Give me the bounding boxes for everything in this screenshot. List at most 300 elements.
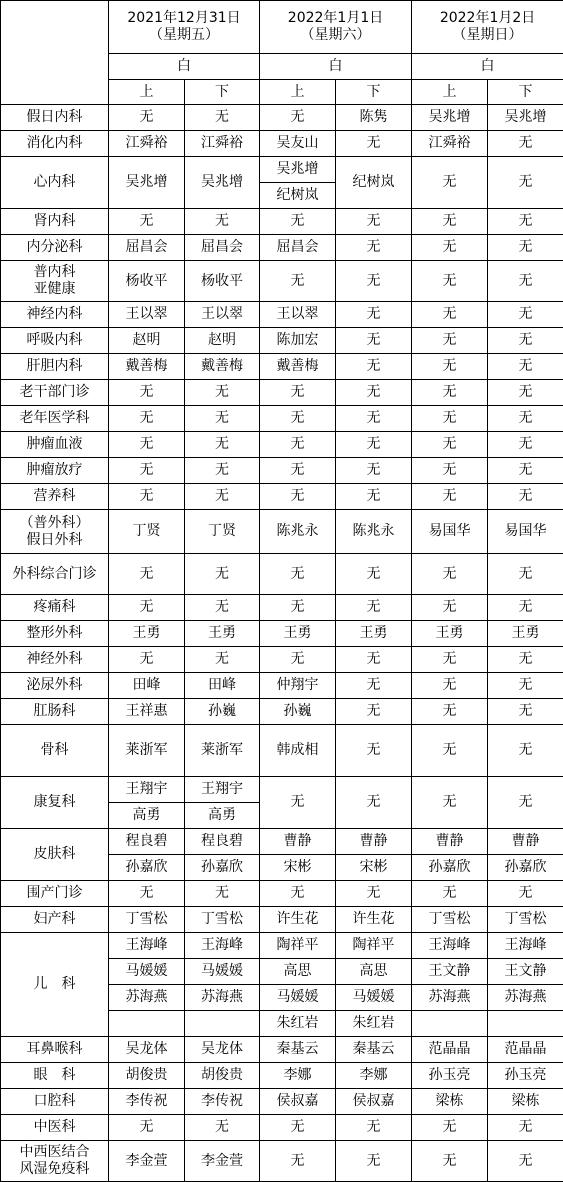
doctor-cell: 王海峰 (488, 933, 563, 959)
department-name: 围产门诊 (1, 881, 109, 907)
schedule-row (1, 354, 563, 380)
doctor-cell: 丁贤 (109, 510, 185, 554)
doctor-cell: 无 (336, 699, 412, 725)
doctor-cell: 无 (185, 484, 260, 510)
doctor-cell: 李金萱 (109, 1141, 185, 1182)
doctor-cell: 无 (336, 777, 412, 829)
doctor-cell: 吴兆增 (185, 157, 260, 209)
doctor-cell: 无 (260, 554, 336, 595)
department-name: 中医科 (1, 1115, 109, 1141)
date-text: 2021年12月31日 (127, 10, 240, 26)
doctor-cell: 无 (185, 1115, 260, 1141)
department-name: 老干部门诊 (1, 380, 109, 406)
doctor-cell: 王海峰 (412, 933, 488, 959)
department-name: 普内科 亚健康 (1, 261, 109, 302)
doctor-cell: 高勇 (109, 803, 185, 829)
doctor-cell: 吴兆增 (412, 105, 488, 131)
doctor-cell: 苏海燕 (185, 985, 260, 1011)
date-header-row (1, 1, 563, 54)
schedule-row (1, 829, 563, 855)
doctor-cell: 无 (260, 1115, 336, 1141)
doctor-cell: 无 (109, 406, 185, 432)
department-name: 儿 科 (1, 933, 109, 1037)
doctor-cell: 无 (336, 235, 412, 261)
date-text: 2022年1月1日 (288, 10, 383, 26)
doctor-cell: 陈隽 (336, 105, 412, 131)
doctor-cell: 无 (185, 432, 260, 458)
doctor-cell: 无 (488, 328, 563, 354)
doctor-cell: 孙巍 (260, 699, 336, 725)
doctor-cell: 无 (336, 595, 412, 621)
department-name: 假日内科 (1, 105, 109, 131)
doctor-cell: 屈昌会 (109, 235, 185, 261)
doctor-cell: 无 (336, 406, 412, 432)
doctor-cell: 王勇 (336, 621, 412, 647)
doctor-cell: 王以翠 (185, 302, 260, 328)
doctor-cell: 许生花 (260, 907, 336, 933)
doctor-cell: 杨收平 (185, 261, 260, 302)
doctor-cell: 孙嘉欣 (412, 855, 488, 881)
doctor-cell: 无 (412, 328, 488, 354)
doctor-cell: 陈兆永 (260, 510, 336, 554)
doctor-cell: 无 (488, 458, 563, 484)
doctor-cell: 无 (336, 647, 412, 673)
morning-label: 上 (109, 80, 185, 105)
schedule-row (1, 1089, 563, 1115)
doctor-cell: 苏海燕 (109, 985, 185, 1011)
weekday-text: （星期五） (149, 27, 219, 43)
doctor-cell: 陈加宏 (260, 328, 336, 354)
doctor-cell: 无 (336, 554, 412, 595)
department-name: 耳鼻喉科 (1, 1037, 109, 1063)
doctor-cell: 无 (412, 881, 488, 907)
doctor-cell: 无 (488, 157, 563, 209)
doctor-cell: 无 (488, 725, 563, 777)
doctor-cell: 无 (488, 131, 563, 157)
doctor-cell: 吴龙体 (185, 1037, 260, 1063)
doctor-cell: 马媛媛 (336, 985, 412, 1011)
doctor-cell: 朱红岩 (260, 1011, 336, 1037)
department-name: 中西医结合 风湿免疫科 (1, 1141, 109, 1182)
doctor-cell: 马媛媛 (185, 959, 260, 985)
department-name: 肛肠科 (1, 699, 109, 725)
doctor-cell: 戴善梅 (185, 354, 260, 380)
schedule-row (1, 328, 563, 354)
doctor-cell: 无 (260, 484, 336, 510)
schedule-row (1, 933, 563, 959)
doctor-cell: 程良碧 (185, 829, 260, 855)
doctor-cell: 无 (336, 1141, 412, 1182)
weekday-text: （星期日） (453, 27, 523, 43)
doctor-cell: 无 (185, 406, 260, 432)
morning-label: 上 (260, 80, 336, 105)
schedule-row (1, 1037, 563, 1063)
schedule-row (1, 1141, 563, 1182)
doctor-cell: 无 (336, 354, 412, 380)
doctor-cell: 易国华 (412, 510, 488, 554)
doctor-cell: 无 (109, 432, 185, 458)
doctor-cell: 易国华 (488, 510, 563, 554)
doctor-cell: 无 (109, 881, 185, 907)
doctor-cell: 无 (412, 209, 488, 235)
doctor-cell: 江舜裕 (185, 131, 260, 157)
doctor-cell: 纪树岚 (336, 157, 412, 209)
morning-label: 上 (412, 80, 488, 105)
doctor-cell: 无 (488, 673, 563, 699)
department-name: 骨科 (1, 725, 109, 777)
schedule-row (1, 699, 563, 725)
doctor-cell: 纪树岚 (260, 183, 336, 209)
doctor-cell: 胡俊贵 (185, 1063, 260, 1089)
doctor-cell: 无 (488, 261, 563, 302)
doctor-cell: 无 (260, 777, 336, 829)
schedule-row (1, 725, 563, 777)
doctor-cell: 范晶晶 (412, 1037, 488, 1063)
doctor-cell (488, 1011, 563, 1037)
doctor-cell: 无 (260, 380, 336, 406)
date-header-1 (109, 1, 260, 54)
doctor-cell: 无 (412, 458, 488, 484)
department-name: 康复科 (1, 777, 109, 829)
doctor-cell: 无 (412, 484, 488, 510)
doctor-cell: 无 (185, 458, 260, 484)
doctor-cell: 苏海燕 (412, 985, 488, 1011)
doctor-cell: 无 (412, 235, 488, 261)
doctor-cell: 宋彬 (336, 855, 412, 881)
schedule-row (1, 1115, 563, 1141)
doctor-cell: 无 (412, 380, 488, 406)
schedule-row (1, 380, 563, 406)
doctor-cell: 无 (109, 458, 185, 484)
department-name: 整形外科 (1, 621, 109, 647)
doctor-cell: 无 (260, 406, 336, 432)
doctor-cell: 王翔宇 (109, 777, 185, 803)
schedule-row (1, 131, 563, 157)
doctor-cell: 范晶晶 (488, 1037, 563, 1063)
doctor-cell: 苏海燕 (488, 985, 563, 1011)
doctor-cell: 曹静 (488, 829, 563, 855)
doctor-cell: 无 (260, 209, 336, 235)
doctor-cell: 无 (412, 1141, 488, 1182)
doctor-cell: 无 (336, 1115, 412, 1141)
doctor-cell: 无 (336, 673, 412, 699)
doctor-cell: 无 (488, 699, 563, 725)
department-name: 内分泌科 (1, 235, 109, 261)
doctor-cell: 无 (109, 105, 185, 131)
doctor-cell: 江舜裕 (109, 131, 185, 157)
doctor-cell: 无 (260, 458, 336, 484)
schedule-row (1, 484, 563, 510)
department-name: 营养科 (1, 484, 109, 510)
department-name: 肾内科 (1, 209, 109, 235)
doctor-cell: 无 (260, 1141, 336, 1182)
doctor-cell: 高思 (336, 959, 412, 985)
doctor-cell: 韩成相 (260, 725, 336, 777)
department-name: 疼痛科 (1, 595, 109, 621)
doctor-cell: 无 (185, 554, 260, 595)
doctor-cell: 田峰 (109, 673, 185, 699)
doctor-cell: 丁雪松 (488, 907, 563, 933)
doctor-cell (412, 1011, 488, 1037)
afternoon-label: 下 (336, 80, 412, 105)
doctor-cell: 无 (488, 554, 563, 595)
schedule-row (1, 105, 563, 131)
schedule-row (1, 777, 563, 803)
doctor-cell: 胡俊贵 (109, 1063, 185, 1089)
doctor-cell: 王勇 (109, 621, 185, 647)
doctor-cell: 无 (488, 1115, 563, 1141)
doctor-cell: 无 (185, 380, 260, 406)
department-name: 肿瘤放疗 (1, 458, 109, 484)
doctor-cell: 无 (260, 881, 336, 907)
doctor-cell: 无 (109, 209, 185, 235)
department-name: 心内科 (1, 157, 109, 209)
doctor-cell: 李传祝 (185, 1089, 260, 1115)
schedule-row (1, 881, 563, 907)
doctor-cell: 孙玉亮 (412, 1063, 488, 1089)
doctor-cell: 无 (488, 881, 563, 907)
doctor-cell: 无 (488, 432, 563, 458)
department-name: 肝胆内科 (1, 354, 109, 380)
doctor-cell: 无 (412, 647, 488, 673)
doctor-cell: 无 (185, 209, 260, 235)
doctor-cell: 马媛媛 (260, 985, 336, 1011)
doctor-cell: 无 (412, 406, 488, 432)
doctor-cell: 孙嘉欣 (185, 855, 260, 881)
doctor-cell: 王翔宇 (185, 777, 260, 803)
department-name: 消化内科 (1, 131, 109, 157)
doctor-cell: 无 (412, 777, 488, 829)
doctor-cell: 无 (412, 261, 488, 302)
doctor-cell: 戴善梅 (109, 354, 185, 380)
doctor-cell: 无 (412, 302, 488, 328)
doctor-cell: 屈昌会 (260, 235, 336, 261)
doctor-cell: 无 (488, 209, 563, 235)
doctor-cell: 无 (336, 725, 412, 777)
department-name: 神经外科 (1, 647, 109, 673)
doctor-cell: 无 (185, 881, 260, 907)
doctor-cell: 无 (185, 647, 260, 673)
doctor-cell: 高勇 (185, 803, 260, 829)
doctor-cell: 吴兆增 (109, 157, 185, 209)
department-name: （普外科） 假日外科 (1, 510, 109, 554)
schedule-row (1, 673, 563, 699)
weekday-text: （星期六） (301, 27, 371, 43)
doctor-cell: 宋彬 (260, 855, 336, 881)
schedule-row (1, 647, 563, 673)
doctor-cell: 王勇 (412, 621, 488, 647)
doctor-cell: 王以翠 (260, 302, 336, 328)
doctor-cell: 朱红岩 (336, 1011, 412, 1037)
doctor-cell: 莱浙军 (109, 725, 185, 777)
doctor-cell: 无 (412, 673, 488, 699)
doctor-cell: 无 (336, 458, 412, 484)
schedule-row (1, 510, 563, 554)
department-name: 泌尿外科 (1, 673, 109, 699)
doctor-cell: 无 (412, 699, 488, 725)
doctor-cell: 无 (412, 554, 488, 595)
department-name: 呼吸内科 (1, 328, 109, 354)
doctor-cell: 许生花 (336, 907, 412, 933)
doctor-cell: 无 (336, 261, 412, 302)
doctor-cell: 丁雪松 (412, 907, 488, 933)
doctor-cell: 无 (412, 725, 488, 777)
schedule-row (1, 595, 563, 621)
date-text: 2022年1月2日 (440, 10, 535, 26)
doctor-cell: 无 (412, 1115, 488, 1141)
doctor-cell: 陶祥平 (336, 933, 412, 959)
doctor-cell: 无 (109, 647, 185, 673)
doctor-cell: 吴友山 (260, 131, 336, 157)
schedule-row (1, 406, 563, 432)
doctor-cell: 无 (488, 380, 563, 406)
department-name: 口腔科 (1, 1089, 109, 1115)
schedule-row (1, 235, 563, 261)
doctor-cell: 李传祝 (109, 1089, 185, 1115)
schedule-row (1, 209, 563, 235)
date-header-3 (412, 1, 563, 54)
doctor-cell: 李金萱 (185, 1141, 260, 1182)
doctor-cell: 无 (412, 432, 488, 458)
doctor-cell: 赵明 (109, 328, 185, 354)
doctor-cell: 马媛媛 (109, 959, 185, 985)
doctor-cell: 无 (336, 432, 412, 458)
afternoon-label: 下 (185, 80, 260, 105)
doctor-cell: 王以翠 (109, 302, 185, 328)
schedule-row (1, 458, 563, 484)
doctor-cell: 无 (336, 484, 412, 510)
schedule-row (1, 157, 563, 183)
doctor-cell: 梁栋 (412, 1089, 488, 1115)
doctor-cell: 侯叔嘉 (336, 1089, 412, 1115)
afternoon-label: 下 (488, 80, 563, 105)
doctor-cell: 无 (412, 595, 488, 621)
doctor-cell: 屈昌会 (185, 235, 260, 261)
doctor-cell: 无 (109, 380, 185, 406)
schedule-row (1, 907, 563, 933)
doctor-cell: 孙嘉欣 (109, 855, 185, 881)
department-name: 神经内科 (1, 302, 109, 328)
department-name: 老年医学科 (1, 406, 109, 432)
doctor-cell: 无 (260, 261, 336, 302)
doctor-cell: 杨收平 (109, 261, 185, 302)
doctor-cell: 程良碧 (109, 829, 185, 855)
schedule-row (1, 261, 563, 302)
doctor-cell: 曹静 (412, 829, 488, 855)
shift-label: 白 (260, 54, 412, 80)
schedule-row (1, 554, 563, 595)
schedule-row (1, 432, 563, 458)
doctor-cell: 无 (109, 484, 185, 510)
doctor-cell: 王祥惠 (109, 699, 185, 725)
corner-cell (1, 1, 109, 105)
shift-label: 白 (412, 54, 563, 80)
doctor-cell: 王海峰 (185, 933, 260, 959)
doctor-cell: 孙巍 (185, 699, 260, 725)
department-name: 外科综合门诊 (1, 554, 109, 595)
doctor-cell: 无 (336, 328, 412, 354)
doctor-cell: 陶祥平 (260, 933, 336, 959)
doctor-cell: 无 (412, 157, 488, 209)
doctor-cell: 无 (260, 647, 336, 673)
schedule-row (1, 302, 563, 328)
doctor-cell: 丁雪松 (185, 907, 260, 933)
doctor-cell: 无 (185, 105, 260, 131)
doctor-cell: 李娜 (336, 1063, 412, 1089)
doctor-cell: 曹静 (260, 829, 336, 855)
doctor-cell: 无 (336, 302, 412, 328)
doctor-cell: 无 (336, 380, 412, 406)
doctor-cell: 无 (488, 647, 563, 673)
doctor-cell (185, 1011, 260, 1037)
doctor-cell: 陈兆永 (336, 510, 412, 554)
doctor-cell: 无 (488, 595, 563, 621)
doctor-cell: 莱浙军 (185, 725, 260, 777)
schedule-row (1, 621, 563, 647)
doctor-cell: 王文静 (488, 959, 563, 985)
doctor-cell: 无 (109, 554, 185, 595)
doctor-cell: 秦基云 (260, 1037, 336, 1063)
doctor-cell: 吴龙体 (109, 1037, 185, 1063)
doctor-cell: 无 (109, 595, 185, 621)
department-name: 妇产科 (1, 907, 109, 933)
doctor-cell: 无 (260, 432, 336, 458)
doctor-cell: 无 (336, 881, 412, 907)
doctor-cell: 孙玉亮 (488, 1063, 563, 1089)
doctor-cell: 秦基云 (336, 1037, 412, 1063)
schedule-row (1, 1063, 563, 1089)
doctor-cell: 无 (488, 777, 563, 829)
doctor-cell: 无 (336, 131, 412, 157)
doctor-cell: 王勇 (185, 621, 260, 647)
doctor-cell: 仲翔宇 (260, 673, 336, 699)
date-header-2 (260, 1, 412, 54)
department-name: 皮肤科 (1, 829, 109, 881)
doctor-cell: 王勇 (488, 621, 563, 647)
doctor-cell: 无 (185, 595, 260, 621)
doctor-cell: 无 (336, 209, 412, 235)
department-name: 肿瘤血液 (1, 432, 109, 458)
doctor-cell: 无 (109, 1115, 185, 1141)
doctor-cell: 吴兆增 (260, 157, 336, 183)
doctor-cell: 赵明 (185, 328, 260, 354)
doctor-cell: 无 (488, 302, 563, 328)
doctor-cell: 丁雪松 (109, 907, 185, 933)
doctor-cell: 戴善梅 (260, 354, 336, 380)
doctor-cell: 丁贤 (185, 510, 260, 554)
doctor-cell: 曹静 (336, 829, 412, 855)
doctor-cell: 无 (412, 354, 488, 380)
doctor-cell: 无 (488, 1141, 563, 1182)
doctor-cell: 侯叔嘉 (260, 1089, 336, 1115)
doctor-cell: 梁栋 (488, 1089, 563, 1115)
shift-label: 白 (109, 54, 260, 80)
doctor-cell: 无 (488, 235, 563, 261)
doctor-cell: 田峰 (185, 673, 260, 699)
doctor-cell: 王海峰 (109, 933, 185, 959)
doctor-cell: 高思 (260, 959, 336, 985)
doctor-cell: 无 (260, 595, 336, 621)
doctor-cell: 无 (260, 105, 336, 131)
doctor-cell: 王勇 (260, 621, 336, 647)
doctor-cell: 李娜 (260, 1063, 336, 1089)
department-name: 眼 科 (1, 1063, 109, 1089)
doctor-cell: 无 (488, 354, 563, 380)
doctor-cell (109, 1011, 185, 1037)
doctor-cell: 吴兆增 (488, 105, 563, 131)
doctor-cell: 王文静 (412, 959, 488, 985)
doctor-cell: 江舜裕 (412, 131, 488, 157)
